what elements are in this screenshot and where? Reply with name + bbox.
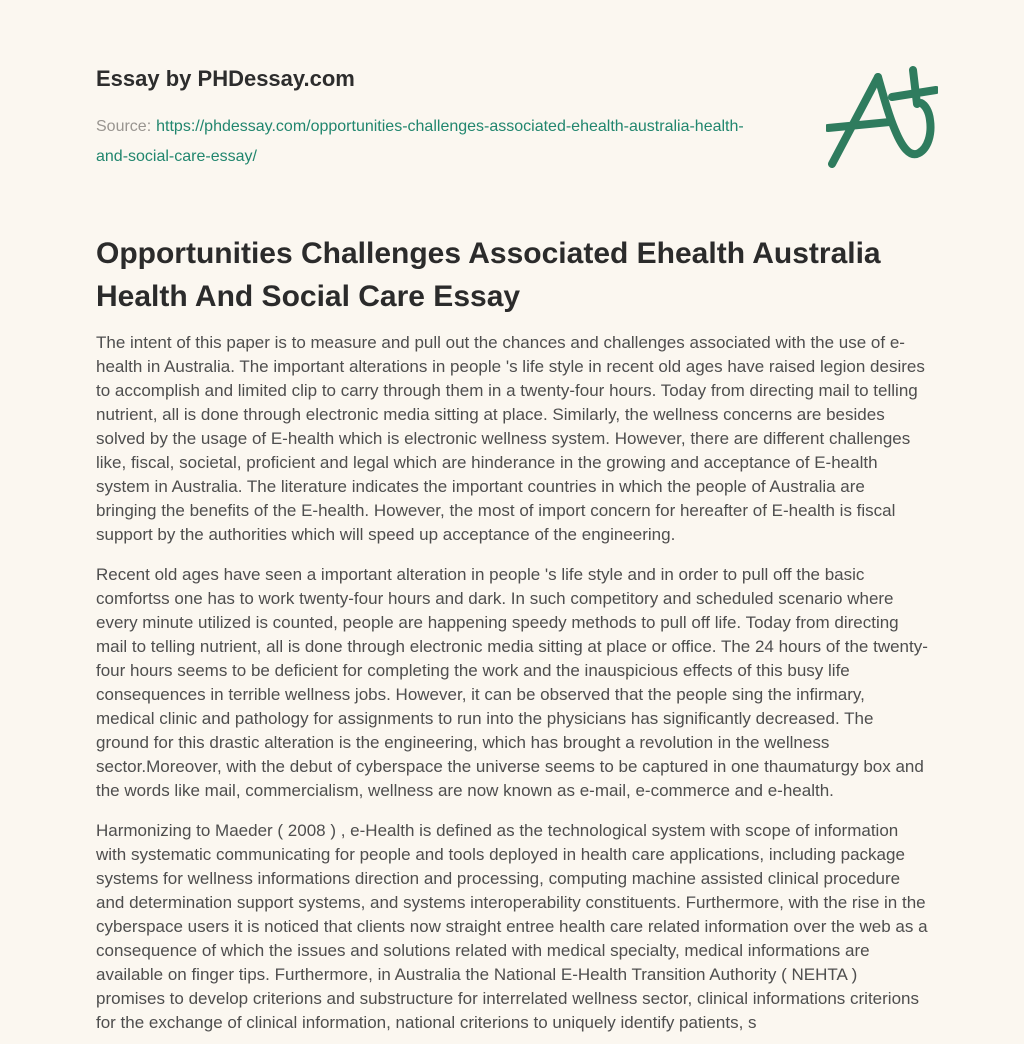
essay-body xyxy=(96,331,928,1035)
byline: Essay by PHDessay.com xyxy=(96,66,355,91)
source-label: Source: xyxy=(96,118,152,135)
logo-plus-vertical xyxy=(913,70,917,104)
essay-paragraph-2: Recent old ages have seen a important alteration in people 's life style and in order to pull off the basic comfortss one has to work twenty-four hours and dark. In such competitory and scheduled scenario where every minute utilized is counted, people are happening speedy methods to pull off life. Today from directing mail to telling nutrient, all is done through electronic media sitting at place or office. The 24 hours of the twenty-four hours seems to be deficient for completing the work and the inauspicious effects of this busy life consequences in terrible wellness jobs. However, it can be observed that the people sing the infirmary, medical clinic and pathology for assignments to run into the physicians has significantly decreased. The ground for this drastic alteration is the engineering, which has brought a revolution in the wellness sector.Moreover, with the debut of cyberspace the universe seems to be captured in one thaumaturgy box and the words like mail, commercialism, wellness are now known as e-mail, e-commerce and e-health. xyxy=(96,565,928,800)
essay-title: Opportunities Challenges Associated Ehealth Australia Health And Social Care Essay xyxy=(96,237,881,313)
essay-paragraph-3: Harmonizing to Maeder ( 2008 ) , e-Health is defined as the technological system with scope of information with systematic communicating for people and tools deployed in health care applications, including package systems for wellness informations direction and processing, computing machine assisted clinical procedure and determination support systems, and systems interoperability constituents. Furthermore, with the rise in the cyberspace users it is noticed that clients now straight entree health care related information over the web as a consequence of which the issues and solutions related with medical specialty, medical informations are available on finger tips. Furthermore, in Australia the National E-Health Transition Authority ( NEHTA ) promises to develop criterions and substructure for interrelated wellness sector, clinical informations criterions for the exchange of clinical information, national criterions to uniquely identify patients, s xyxy=(96,821,928,1032)
source-url-link[interactable]: https://phdessay.com/opportunities-challenges-associated-ehealth-australia-health-and-social-care-essay/ xyxy=(96,118,744,165)
source-line xyxy=(96,112,751,172)
logo-a-crossbar xyxy=(828,122,890,128)
a-plus-logo-icon xyxy=(826,64,938,172)
essay-paragraph-1: The intent of this paper is to measure and pull out the chances and challenges associated with the use of e-health in Australia. The important alterations in people 's life style in recent old ages have raised legion desires to accomplish and limited clip to carry through them in a twenty-four hours. Today from directing mail to telling nutrient, all is done through electronic media sitting at place. Similarly, the wellness concerns are besides solved by the usage of E-health which is electronic wellness system. However, there are different challenges like, fiscal, societal, proficient and legal which are hinderance in the growing and acceptance of E-health system in Australia. The literature indicates the important countries in which the people of Australia are bringing the benefits of the E-health. However, the most of import concern for hereafter of E-health is fiscal support by the authorities which will speed up acceptance of the engineering. xyxy=(96,333,925,544)
page-header xyxy=(96,66,928,172)
